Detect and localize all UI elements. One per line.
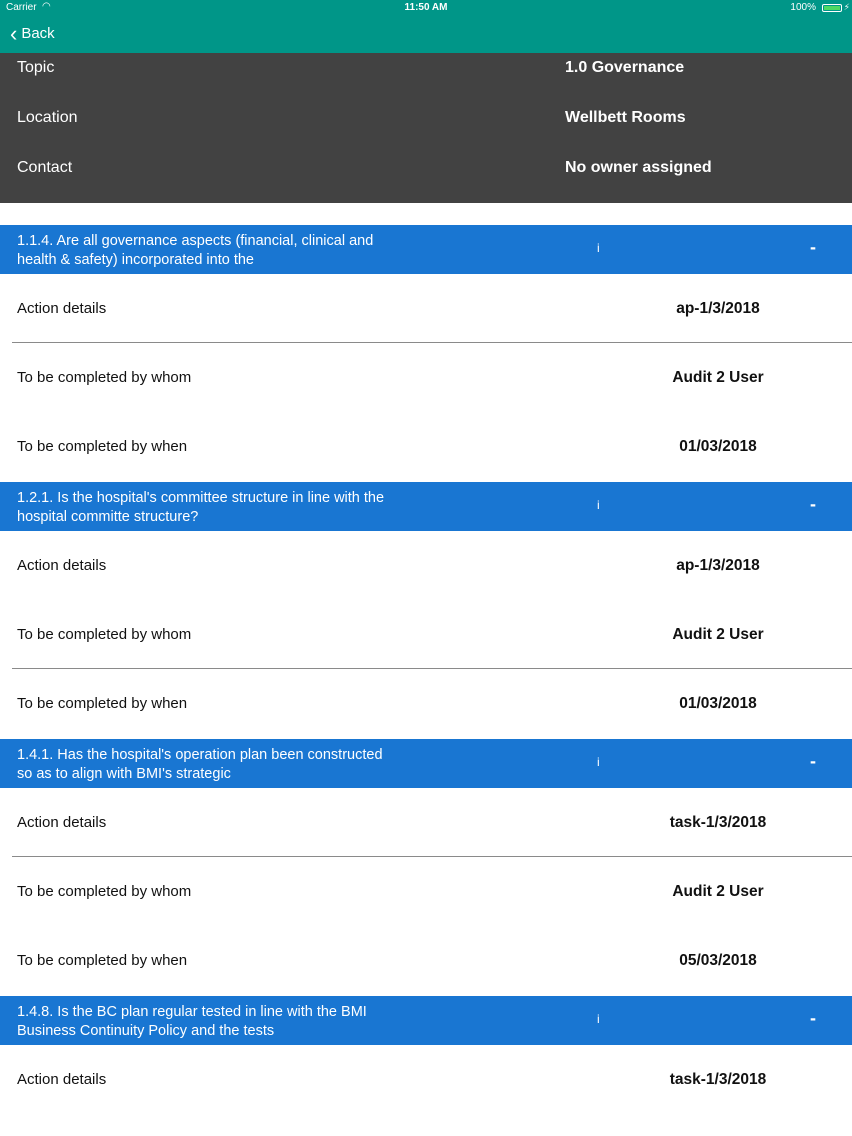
row-label: To be completed by whom [17,626,192,643]
question-header[interactable] [0,225,852,274]
action-details-row[interactable] [0,788,852,857]
wifi-icon: ◠ [42,1,51,12]
row-label: To be completed by when [17,695,188,712]
carrier-label: Carrier [6,2,37,13]
row-value: 01/03/2018 [679,438,757,455]
action-details-row[interactable] [0,531,852,600]
info-value: 1.0 Governance [565,59,685,76]
info-key: Topic [17,59,55,76]
completed-by-when-row[interactable] [0,412,852,482]
collapse-icon[interactable]: - [810,494,816,514]
question-text: 1.4.8. Is the BC plan regular tested in line with the BMI Business Continuity Policy and the tests [17,1004,367,1039]
completed-by-when-row[interactable] [0,669,852,739]
row-value: task-1/3/2018 [669,814,767,831]
info-value: Wellbett Rooms [565,109,686,126]
charging-icon: ⚡ [843,2,850,12]
row-value: Audit 2 User [672,626,764,643]
row-label: To be completed by when [17,952,188,969]
battery-percentage: 100% [790,2,816,13]
info-icon[interactable]: i [597,755,600,769]
question-header[interactable] [0,739,852,788]
action-list [0,225,852,1114]
row-value: Audit 2 User [672,369,764,386]
row-value: task-1/3/2018 [669,1071,767,1088]
info-icon[interactable]: i [597,1012,600,1026]
info-icon[interactable]: i [597,498,600,512]
completed-by-whom-row[interactable] [0,343,852,412]
info-key: Location [17,109,78,126]
row-label: To be completed by when [17,438,188,455]
row-value: 01/03/2018 [679,695,757,712]
action-details-row[interactable] [0,274,852,343]
question-text: 1.2.1. Is the hospital's committee structure in line with the hospital committe structure? [17,490,385,525]
question-header[interactable] [0,482,852,531]
question-header[interactable] [0,996,852,1045]
collapse-icon[interactable]: - [810,1008,816,1028]
back-button[interactable] [10,20,55,46]
info-row-contact [0,159,852,183]
status-time: 11:50 AM [404,2,448,13]
row-label: Action details [17,1071,107,1088]
completed-by-whom-row[interactable] [0,857,852,926]
row-value: 05/03/2018 [679,952,757,969]
collapse-icon[interactable]: - [810,237,816,257]
row-label: To be completed by whom [17,883,192,900]
row-label: Action details [17,300,107,317]
completed-by-when-row[interactable] [0,926,852,996]
info-value: No owner assigned [565,159,712,176]
info-row-location [0,109,852,133]
status-bar [0,0,852,16]
info-icon[interactable]: i [597,241,600,255]
completed-by-whom-row[interactable] [0,600,852,669]
row-label: Action details [17,557,107,574]
nav-bar [0,16,852,53]
row-label: Action details [17,814,107,831]
row-value: Audit 2 User [672,883,764,900]
battery-level-fill [824,6,840,10]
chevron-left-icon: ‹ [10,20,18,46]
audit-info-panel [0,53,852,203]
question-text: 1.4.1. Has the hospital's operation plan been constructed so as to align with BMI's strategic [17,747,383,782]
question-text: 1.1.4. Are all governance aspects (financial, clinical and health & safety) incorporated into the [17,233,374,268]
row-label: To be completed by whom [17,369,192,386]
row-value: ap-1/3/2018 [676,557,760,574]
action-details-row[interactable] [0,1045,852,1114]
info-row-topic [0,59,852,83]
back-label: Back [21,25,55,42]
info-key: Contact [17,159,73,176]
collapse-icon[interactable]: - [810,751,816,771]
battery-icon [822,4,842,12]
row-value: ap-1/3/2018 [676,300,760,317]
